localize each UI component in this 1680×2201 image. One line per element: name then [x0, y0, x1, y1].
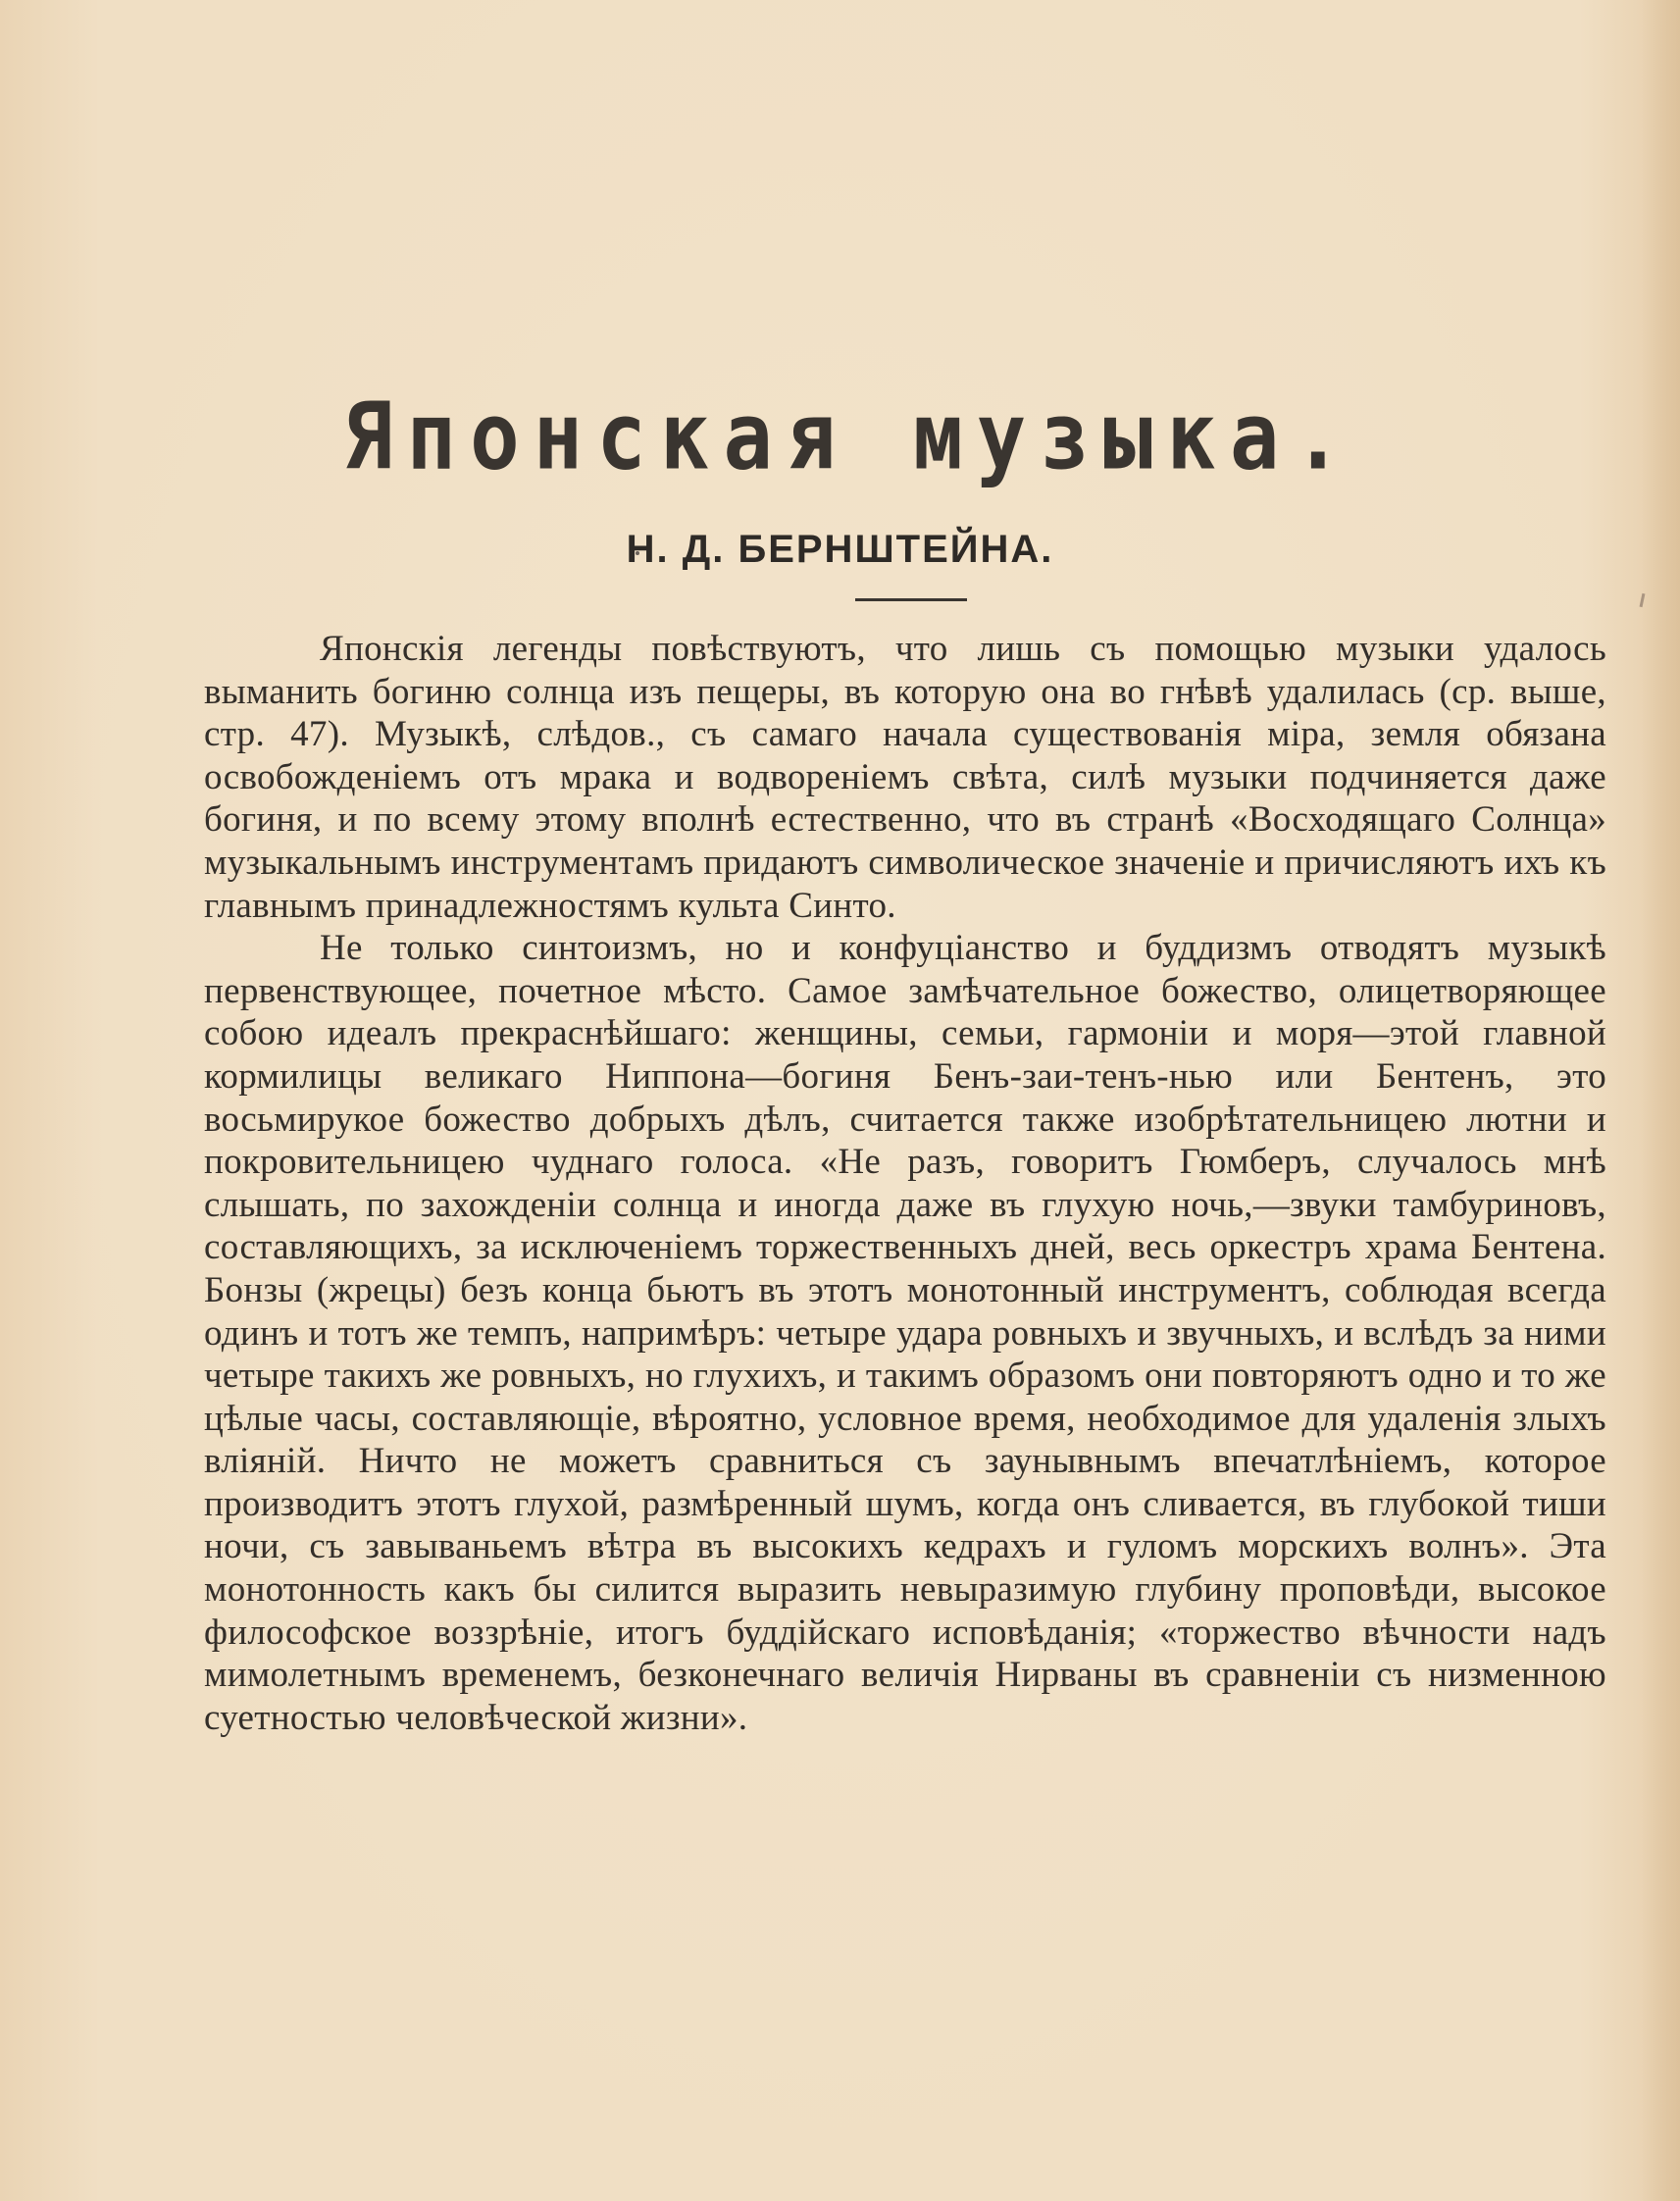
article-body [204, 628, 1606, 1739]
article-author: Н. Д. БЕРНШТЕЙНА. [626, 528, 1054, 571]
paragraph-1: Японскія легенды повѣствуютъ, что лишь съ помощью музыки удалось выманить богиню солнца изъ пещеры, въ которую она во гнѣвѣ удалилась (ср. выше, стр. 47). Музыкѣ, слѣдов., съ самаго начала существованія міра, земля обязана освобожденіемъ отъ мрака и водвореніемъ свѣта, силѣ музыки подчиняется даже богиня, и по всему этому вполнѣ естественно, что въ странѣ «Восходящаго Солнца» музыкальнымъ инструментамъ придаютъ символическое значеніе и причисляютъ ихъ къ главнымъ принадлежностямъ культа Синто. [204, 629, 1606, 926]
margin-mark [1640, 593, 1646, 607]
paragraph-2: Не только синтоизмъ, но и конфуціанство и буддизмъ отводятъ музыкѣ первенствующее, почетное мѣсто. Самое замѣчательное божество, олицетворяющее собою идеалъ прекраснѣйшаго: женщины, семьи, гармоніи и моря—этой главной кормилицы великаго Ниппона—богиня Бенъ-заи-тенъ-нью или Бентенъ, это восьмирукое божество добрыхъ дѣлъ, считается также изобрѣтательницею лютни и покровительницею чуднаго голоса. «Не разъ, говоритъ Гюмберъ, случалось мнѣ слышать, по захожденіи солнца и иногда даже въ глухую ночь,—звуки тамбуриновъ, составляющихъ, за исключеніемъ торжественныхъ дней, весь оркестръ храма Бентена. Бонзы (жрецы) безъ конца бьютъ въ этотъ монотонный инструментъ, соблюдая всегда одинъ и тотъ же темпъ, напримѣръ: четыре удара ровныхъ и звучныхъ, и вслѣдъ за ними четыре такихъ же ровныхъ, но глухихъ, и такимъ образомъ они повторяютъ одно и то же цѣлые часы, составляющіе, вѣроятно, условное время, необходимое для удаленія злыхъ вліяній. Ничто не можетъ сравниться съ заунывнымъ впечатлѣніемъ, которое производитъ этотъ глухой, размѣренный шумъ, когда онъ сливается, въ глубокой тиши ночи, съ завываньемъ вѣтра въ высокихъ кедрахъ и гуломъ морскихъ волнъ». Эта монотонность какъ бы силится выразить невыразимую глубину проповѣди, высокое философское воззрѣніе, итогъ буддійскаго исповѣданія; «торжество вѣчности надъ мимолетнымъ временемъ, безконечнаго величія Нирваны въ сравненіи съ низменною суетностью человѣческой жизни». [204, 928, 1606, 1738]
title-divider [855, 598, 967, 601]
article-title: Японская музыка. [342, 383, 1357, 490]
